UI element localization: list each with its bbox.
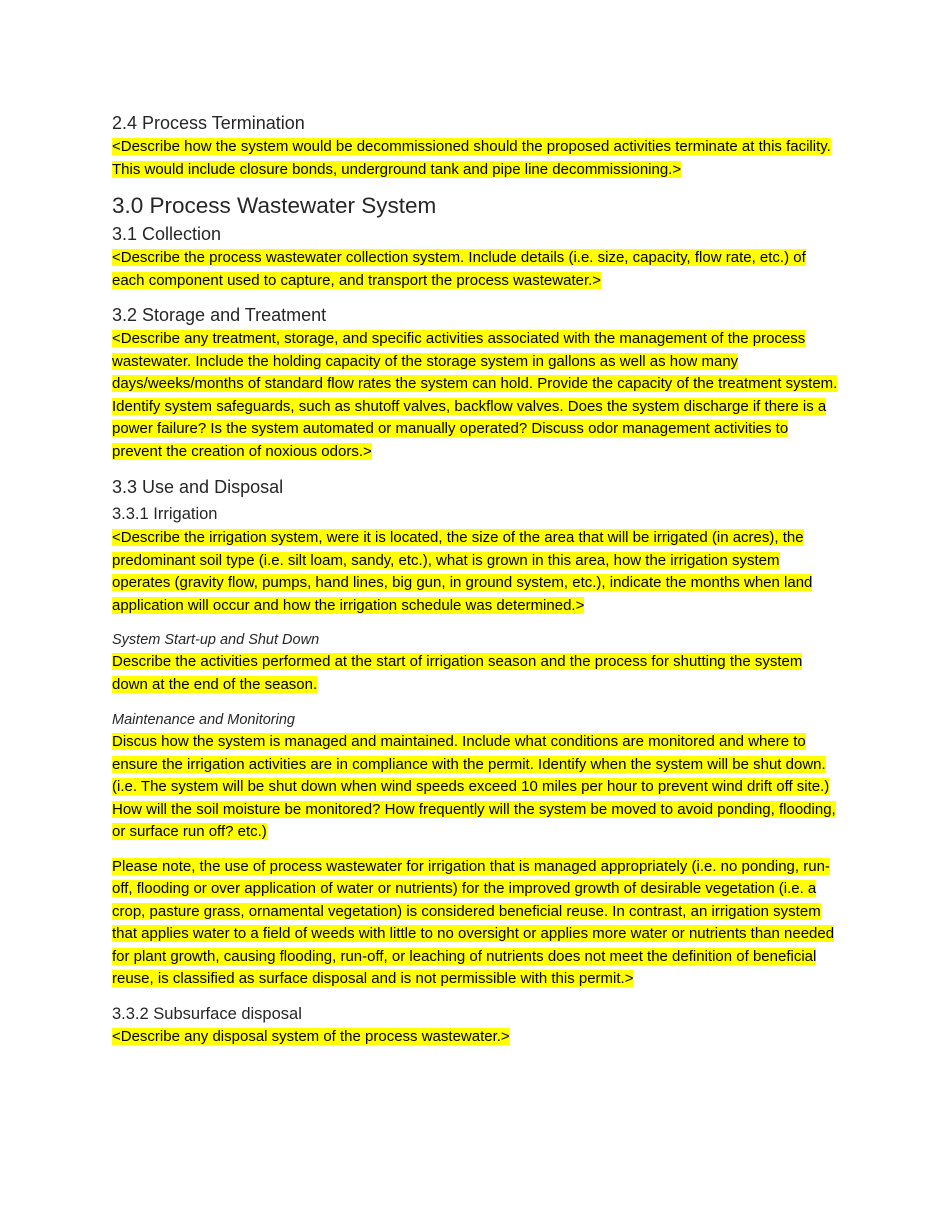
highlighted-text: Describe the activities performed at the start of irrigation season and the process for shutting the system down at the end of the season. <box>112 653 803 693</box>
heading-3-3-1: 3.3.1 Irrigation <box>112 505 218 523</box>
paragraph-3-3-1 <box>112 527 840 617</box>
highlighted-text: <Describe any treatment, storage, and specific activities associated with the management of the process wastewater. Include the holding capacity of the storage system in gallons as well as how many days/weeks/months of standard flow rates the system can hold. Provide the capacity of the treatment system. Identify system safeguards, such as shutoff valves, backflow valves. Does the system discharge if there is a power failure? Is the system automated or manually operated? Discuss odor management activities to prevent the creation of noxious odors.> <box>112 330 838 460</box>
heading-3-1: 3.1 Collection <box>112 224 222 244</box>
highlighted-text: Please note, the use of process wastewater for irrigation that is managed appropriately (i.e. no ponding, run-off, flooding or over application of water or nutrients) for the improved growth of desirable vegetation (i.e. a crop, pasture grass, ornamental vegetation) is considered beneficial reuse. In contrast, an irrigation system that applies water to a field of weeds with little to no oversight or applies more water or nutrients than needed for plant growth, causing flooding, run-off, or leaching of nutrients does not meet the definition of beneficial reuse, is classified as surface disposal and is not permissible with this permit.> <box>112 857 835 987</box>
paragraph-maintenance-monitoring <box>112 731 840 844</box>
heading-maintenance-monitoring: Maintenance and Monitoring <box>112 712 295 728</box>
paragraph-3-1 <box>112 247 840 292</box>
heading-2-4: 2.4 Process Termination <box>112 113 305 133</box>
paragraph-startup-shutdown <box>112 651 840 696</box>
heading-3-0: 3.0 Process Wastewater System <box>112 193 437 218</box>
highlighted-text: <Describe any disposal system of the process wastewater.> <box>112 1027 510 1045</box>
paragraph-3-3-2 <box>112 1026 840 1049</box>
paragraph-beneficial-reuse-note <box>112 856 840 991</box>
highlighted-text: <Describe how the system would be decommissioned should the proposed activities terminate at this facility. This would include closure bonds, underground tank and pipe line decommissioning.> <box>112 138 831 178</box>
heading-3-2: 3.2 Storage and Treatment <box>112 305 327 325</box>
paragraph-3-2 <box>112 328 840 463</box>
heading-3-3: 3.3 Use and Disposal <box>112 477 284 497</box>
heading-3-3-2: 3.3.2 Subsurface disposal <box>112 1004 302 1023</box>
paragraph-2-4 <box>112 136 840 181</box>
highlighted-text: <Describe the process wastewater collection system. Include details (i.e. size, capacity, flow rate, etc.) of each component used to capture, and transport the process wastewater.> <box>112 249 806 289</box>
highlighted-text: <Describe the irrigation system, were it is located, the size of the area that will be irrigated (in acres), the predominant soil type (i.e. silt loam, sandy, etc.), what is grown in this area, how the irrigation system operates (gravity flow, pumps, hand lines, big gun, in ground system, etc.), indicate the months when land application will occur and how the irrigation schedule was determined.> <box>112 529 813 614</box>
heading-startup-shutdown: System Start-up and Shut Down <box>112 632 320 648</box>
highlighted-text: Discus how the system is managed and maintained. Include what conditions are monitored and where to ensure the irrigation activities are in compliance with the permit. Identify when the system will be shut down. (i.e. The system will be shut down when wind speeds exceed 10 miles per hour to prevent wind drift off site.) How will the soil moisture be monitored? How frequently will the system be moved to avoid ponding, flooding, or surface run off? etc.) <box>112 733 836 840</box>
